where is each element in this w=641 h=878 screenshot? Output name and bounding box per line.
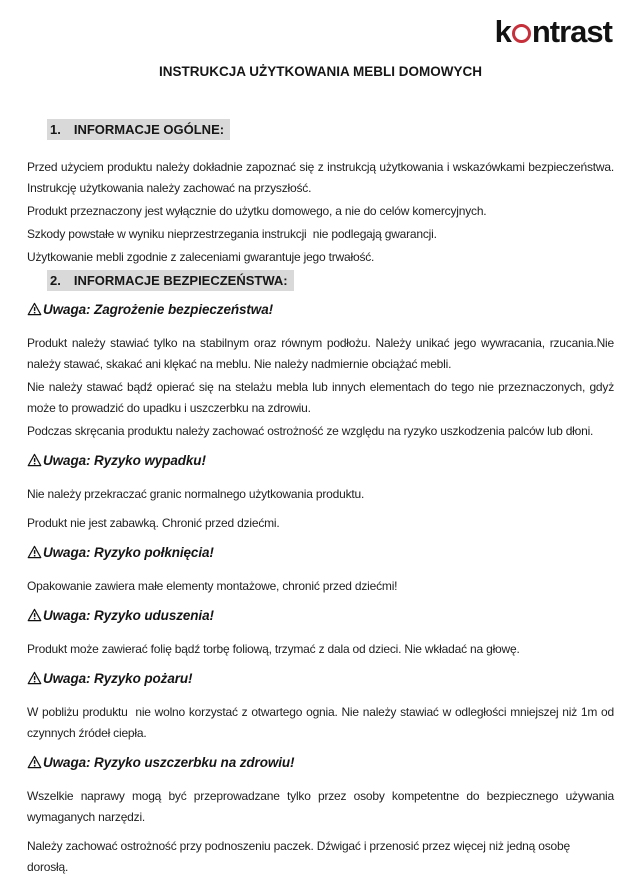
warning-triangle-icon xyxy=(27,671,42,685)
paragraph: Podczas skręcania produktu należy zachować ostrożność ze względu na ryzyko uszkodzenia palców lub dłoni. xyxy=(27,424,594,438)
paragraph: W pobliżu produktu nie wolno korzystać z otwartego ognia. Nie należy stawiać w odległości mniejszej niż 1m od czynnych źródeł ciepła. xyxy=(27,705,614,740)
logo-row xyxy=(27,12,614,54)
warning-heading xyxy=(27,669,614,689)
paragraph: Należy zachować ostrożność przy podnoszeniu paczek. Dźwigać i przenosić przez więcej niż jedną osobę dorosłą. xyxy=(27,839,570,874)
section-2-label: INFORMACJE BEZPIECZEŃSTWA: xyxy=(73,273,288,288)
warning-triangle-icon xyxy=(27,755,42,769)
warning-heading xyxy=(27,543,614,563)
warning-label: Uwaga: Ryzyko wypadku! xyxy=(43,453,206,468)
paragraph: Produkt przeznaczony jest wyłącznie do użytku domowego, a nie do celów komercyjnych. xyxy=(27,204,487,218)
warning-label: Uwaga: Ryzyko uduszenia! xyxy=(43,608,214,623)
warning-heading xyxy=(27,451,614,471)
logo-text-ntrast: ntrast xyxy=(531,14,612,49)
warning-label: Uwaga: Ryzyko pożaru! xyxy=(43,671,193,686)
paragraph: Produkt należy stawiać tylko na stabilnym oraz równym podłożu. Należy unikać jego wywracania, rzucania.Nie należy stawać, skakać ani klękać na meblu. Nie należy nadmiernie obciążać mebli. xyxy=(27,336,614,371)
logo-text-k: k xyxy=(494,14,511,49)
paragraph: Nie należy stawać bądź opierać się na stelażu mebla lub innych elementach do tego nie przeznaczonych, gdyż może to prowadzić do upadku i uszczerbku na zdrowiu. xyxy=(27,380,614,415)
warning-triangle-icon xyxy=(27,302,42,316)
paragraph: Produkt nie jest zabawką. Chronić przed dziećmi. xyxy=(27,516,280,530)
warning-label: Uwaga: Zagrożenie bezpieczeństwa! xyxy=(43,302,274,317)
warning-triangle-icon xyxy=(27,608,42,622)
warning-label: Uwaga: Ryzyko połknięcia! xyxy=(43,545,214,560)
paragraph: Przed użyciem produktu należy dokładnie zapoznać się z instrukcją użytkowania i wskazówkami bezpieczeństwa. Instrukcję użytkowania należy zachować na przyszłość. xyxy=(27,160,614,195)
section-2-number: 2. xyxy=(50,273,61,288)
paragraph: Nie należy przekraczać granic normalnego użytkowania produktu. xyxy=(27,487,365,501)
warning-heading xyxy=(27,753,614,773)
section-2-heading xyxy=(47,270,614,291)
paragraph: Szkody powstałe w wyniku nieprzestrzegania instrukcji nie podlegają gwarancji. xyxy=(27,227,437,241)
section-1-heading xyxy=(47,119,614,140)
page-title: INSTRUKCJA UŻYTKOWANIA MEBLI DOMOWYCH xyxy=(159,64,482,79)
section-2-heading-highlight xyxy=(47,270,294,291)
section-1-label: INFORMACJE OGÓLNE: xyxy=(73,122,225,137)
paragraph: Użytkowanie mebli zgodnie z zaleceniami gwarantuje jego trwałość. xyxy=(27,250,375,264)
warning-triangle-icon xyxy=(27,453,42,467)
warning-triangle-icon xyxy=(27,545,42,559)
warning-heading xyxy=(27,606,614,626)
paragraph: Opakowanie zawiera małe elementy montażowe, chronić przed dziećmi! xyxy=(27,579,398,593)
logo-o-ring-icon xyxy=(512,24,531,43)
section-1-heading-highlight xyxy=(47,119,230,140)
warning-label: Uwaga: Ryzyko uszczerbku na zdrowiu! xyxy=(43,755,295,770)
warning-heading xyxy=(27,300,614,320)
paragraph: Produkt może zawierać folię bądź torbę foliową, trzymać z dala od dzieci. Nie wkładać na głowę. xyxy=(27,642,520,656)
kontrast-logo xyxy=(495,12,612,52)
paragraph: Wszelkie naprawy mogą być przeprowadzane tylko przez osoby kompetentne do bezpiecznego używania wymaganych narzędzi. xyxy=(27,789,614,824)
section-1-number: 1. xyxy=(50,122,61,137)
